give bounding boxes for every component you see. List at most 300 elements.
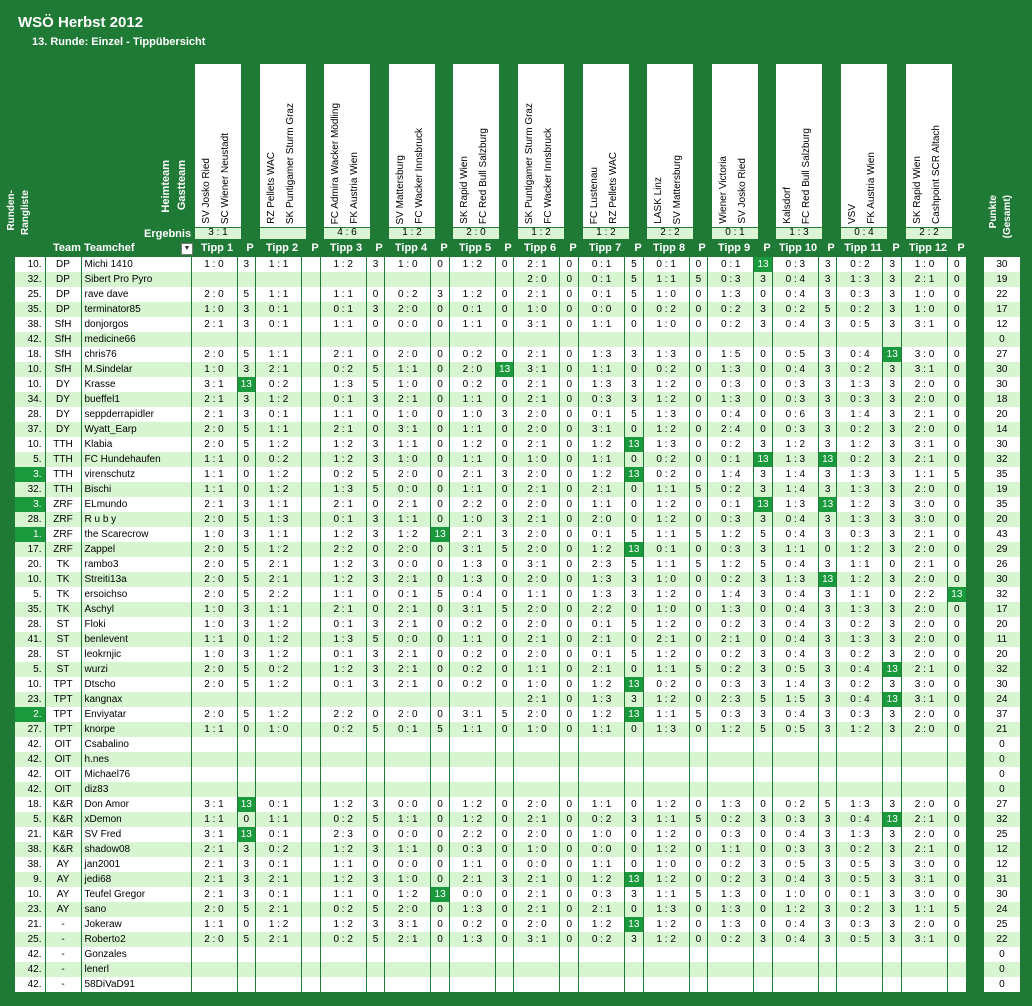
tipp-cell: 1 : 1: [449, 422, 495, 437]
points-cell: 0: [689, 467, 708, 482]
table-row: [15, 662, 1020, 677]
points-cell: [302, 977, 321, 992]
points-cell: [302, 467, 321, 482]
tipp-cell: [579, 332, 625, 347]
tipp-cell: 0 : 4: [772, 602, 818, 617]
points-cell: [302, 632, 321, 647]
tipp-cell: 0 : 2: [449, 647, 495, 662]
tipp-cell: [708, 752, 754, 767]
points-cell: [818, 767, 837, 782]
match-result: 2 : 2: [647, 228, 693, 239]
tipp-cell: 3 : 0: [902, 857, 948, 872]
tipp-cell: 1 : 3: [837, 632, 883, 647]
total-points-cell: 32: [984, 452, 1020, 467]
points-cell: [431, 947, 450, 962]
tipp-cell: [643, 947, 689, 962]
points-cell: 13: [818, 572, 837, 587]
points-cell: 5: [237, 902, 256, 917]
points-column-header: P: [634, 242, 642, 254]
tipp-cell: 1 : 2: [449, 287, 495, 302]
tipp-cell: 1 : 2: [256, 917, 302, 932]
spacer-cell: [966, 962, 984, 977]
tipp-cell: 0 : 2: [708, 872, 754, 887]
tipp-cell: 1 : 2: [708, 527, 754, 542]
points-cell: 0: [689, 602, 708, 617]
tipp-cell: 2 : 1: [579, 902, 625, 917]
points-cell: 0: [689, 302, 708, 317]
tipp-cell: 1 : 3: [320, 632, 366, 647]
tipp-cell: 2 : 0: [191, 677, 237, 692]
tipp-cell: [514, 962, 560, 977]
home-team-label: SK Rapid Wien: [459, 156, 470, 224]
filter-dropdown-icon[interactable]: ▼: [181, 243, 193, 255]
points-cell: 0: [431, 902, 450, 917]
tipp-cell: 1 : 3: [579, 572, 625, 587]
match-header-3: [324, 64, 370, 227]
tipp-cell: 2 : 1: [256, 572, 302, 587]
points-cell: 0: [689, 572, 708, 587]
points-cell: 13: [948, 587, 967, 602]
points-cell: 3: [883, 932, 902, 947]
rank-cell: 2.: [15, 707, 45, 722]
tipp-cell: 1 : 3: [837, 602, 883, 617]
tipp-cell: 2 : 1: [514, 812, 560, 827]
points-cell: [237, 332, 256, 347]
tipp-cell: 0 : 1: [320, 512, 366, 527]
rank-cell: 42.: [15, 977, 45, 992]
punkte-label-1: Punkte: [988, 195, 999, 229]
tipp-cell: 0 : 2: [772, 797, 818, 812]
match-result: 1 : 3: [776, 228, 822, 239]
tipp-cell: 1 : 2: [643, 797, 689, 812]
tipp-cell: [449, 692, 495, 707]
points-cell: [689, 962, 708, 977]
points-cell: 0: [431, 407, 450, 422]
tipp-cell: [643, 752, 689, 767]
tipp-cell: [643, 782, 689, 797]
tipp-cell: 3 : 0: [902, 887, 948, 902]
tipp-cell: 0 : 3: [837, 707, 883, 722]
tipp-cell: 2 : 0: [191, 662, 237, 677]
tipp-cell: [837, 977, 883, 992]
points-cell: 0: [625, 857, 644, 872]
points-cell: [302, 917, 321, 932]
tipp-cell: 0 : 4: [772, 827, 818, 842]
tipp-cell: [902, 752, 948, 767]
team-cell: SfH: [45, 317, 81, 332]
rank-cell: 5.: [15, 587, 45, 602]
points-cell: [302, 392, 321, 407]
points-cell: 0: [948, 347, 967, 362]
points-cell: 3: [237, 872, 256, 887]
points-column-header: P: [957, 242, 965, 254]
team-cell: DY: [45, 377, 81, 392]
team-cell: OIT: [45, 782, 81, 797]
points-cell: [883, 782, 902, 797]
tipp-cell: 0 : 4: [772, 587, 818, 602]
points-cell: 5: [495, 542, 514, 557]
tipp-cell: 0 : 5: [837, 317, 883, 332]
tipp-cell: 0 : 6: [772, 407, 818, 422]
tipp-cell: 1 : 1: [643, 812, 689, 827]
tipp-cell: [708, 737, 754, 752]
points-cell: [754, 737, 773, 752]
points-cell: 3: [883, 677, 902, 692]
tipp-cell: 0 : 5: [837, 857, 883, 872]
points-cell: 5: [495, 602, 514, 617]
table-row: [15, 947, 1020, 962]
tipp-cell: 0 : 2: [385, 287, 431, 302]
rank-cell: 23.: [15, 692, 45, 707]
teamchef-cell: Klabia: [81, 437, 191, 452]
spacer-cell: [966, 332, 984, 347]
tipp-column-header-3: Tipp 3: [329, 242, 363, 254]
tipp-cell: [579, 737, 625, 752]
points-cell: 3: [754, 812, 773, 827]
team-cell: TTH: [45, 452, 81, 467]
points-cell: [302, 827, 321, 842]
teamchef-cell: sano: [81, 902, 191, 917]
points-cell: 3: [366, 527, 385, 542]
points-cell: 3: [754, 542, 773, 557]
tipp-cell: 0 : 2: [708, 662, 754, 677]
team-cell: AY: [45, 887, 81, 902]
tipp-cell: 1 : 1: [385, 437, 431, 452]
tipp-cell: 0 : 4: [772, 287, 818, 302]
points-cell: [302, 377, 321, 392]
tipp-cell: 0 : 1: [256, 887, 302, 902]
teamchef-cell: shadow08: [81, 842, 191, 857]
points-cell: 3: [883, 602, 902, 617]
tipp-cell: 0 : 2: [837, 647, 883, 662]
tipp-cell: [385, 767, 431, 782]
points-cell: 0: [689, 437, 708, 452]
points-cell: 0: [431, 812, 450, 827]
total-points-cell: 37: [984, 707, 1020, 722]
tipp-cell: [514, 332, 560, 347]
points-cell: [948, 782, 967, 797]
team-cell: K&R: [45, 842, 81, 857]
tipp-cell: 1 : 3: [837, 512, 883, 527]
points-cell: [302, 647, 321, 662]
points-cell: 3: [883, 257, 902, 272]
away-team-label: SV Mattersburg: [672, 154, 683, 224]
rank-cell: 25.: [15, 932, 45, 947]
tipp-cell: 0 : 0: [514, 857, 560, 872]
points-cell: [883, 977, 902, 992]
tipp-cell: 2 : 0: [514, 542, 560, 557]
teamchef-cell: Don Amor: [81, 797, 191, 812]
tipp-cell: [449, 767, 495, 782]
rank-cell: 1.: [15, 527, 45, 542]
tipp-cell: 2 : 0: [902, 797, 948, 812]
tipp-cell: [708, 947, 754, 962]
total-points-cell: 12: [984, 317, 1020, 332]
points-cell: 3: [366, 842, 385, 857]
tipp-column-header-9: Tipp 9: [717, 242, 751, 254]
points-cell: [495, 737, 514, 752]
tipp-cell: 1 : 0: [191, 362, 237, 377]
points-cell: 3: [366, 917, 385, 932]
points-cell: 3: [883, 647, 902, 662]
tipp-cell: 1 : 3: [708, 392, 754, 407]
points-cell: 3: [237, 302, 256, 317]
tipp-cell: 2 : 0: [902, 482, 948, 497]
rank-cell: 28.: [15, 647, 45, 662]
tipp-cell: 1 : 1: [320, 857, 366, 872]
tipp-cell: 0 : 4: [837, 692, 883, 707]
match-header-2: [260, 64, 306, 227]
points-cell: 0: [560, 527, 579, 542]
tipp-cell: 1 : 1: [320, 317, 366, 332]
match-header-8: [647, 64, 693, 227]
points-cell: 0: [560, 302, 579, 317]
tipp-cell: 0 : 1: [837, 887, 883, 902]
tipp-cell: 1 : 2: [320, 872, 366, 887]
team-column-header: Team: [53, 242, 81, 254]
points-cell: 13: [625, 467, 644, 482]
points-cell: [302, 437, 321, 452]
tipp-cell: 0 : 3: [772, 377, 818, 392]
tipp-cell: 1 : 2: [256, 707, 302, 722]
points-column-header: P: [827, 242, 835, 254]
tipp-cell: 3 : 1: [449, 707, 495, 722]
tipp-cell: 1 : 2: [643, 587, 689, 602]
tipp-cell: 0 : 1: [449, 302, 495, 317]
points-cell: 5: [366, 722, 385, 737]
tipp-cell: 1 : 3: [449, 932, 495, 947]
total-points-cell: 30: [984, 377, 1020, 392]
tipp-cell: [708, 332, 754, 347]
total-points-cell: 11: [984, 632, 1020, 647]
tipp-cell: 1 : 1: [579, 362, 625, 377]
points-cell: 3: [818, 317, 837, 332]
tipp-cell: 1 : 1: [643, 707, 689, 722]
points-cell: [948, 737, 967, 752]
total-points-cell: 43: [984, 527, 1020, 542]
points-cell: 5: [237, 542, 256, 557]
rank-cell: 42.: [15, 737, 45, 752]
team-cell: ST: [45, 632, 81, 647]
tipp-cell: 2 : 0: [902, 632, 948, 647]
points-cell: 0: [625, 512, 644, 527]
points-cell: 0: [689, 587, 708, 602]
spacer-cell: [966, 407, 984, 422]
tipp-cell: 1 : 1: [837, 557, 883, 572]
table-row: [15, 587, 1020, 602]
points-cell: 3: [883, 362, 902, 377]
tipp-cell: 1 : 2: [385, 887, 431, 902]
table-row: [15, 752, 1020, 767]
tipp-table: [15, 257, 1021, 992]
table-row: [15, 647, 1020, 662]
points-cell: 3: [883, 617, 902, 632]
team-cell: AY: [45, 872, 81, 887]
tipp-cell: 1 : 1: [643, 662, 689, 677]
points-cell: [302, 527, 321, 542]
tipp-cell: 3 : 0: [902, 347, 948, 362]
points-cell: 3: [366, 572, 385, 587]
spacer-cell: [966, 977, 984, 992]
tipp-cell: [256, 752, 302, 767]
points-cell: [431, 752, 450, 767]
points-cell: 3: [818, 647, 837, 662]
points-cell: [883, 737, 902, 752]
team-cell: TK: [45, 557, 81, 572]
points-cell: [237, 782, 256, 797]
tipp-cell: [320, 332, 366, 347]
match-result: 4 : 6: [324, 228, 370, 239]
tipp-cell: 1 : 3: [643, 902, 689, 917]
points-cell: 0: [366, 422, 385, 437]
points-cell: 0: [948, 857, 967, 872]
team-cell: -: [45, 962, 81, 977]
rank-cell: 21.: [15, 917, 45, 932]
tipp-cell: 0 : 1: [320, 617, 366, 632]
home-team-label: SK Rapid Wien: [912, 156, 923, 224]
tipp-cell: 0 : 2: [837, 452, 883, 467]
tipp-cell: [579, 962, 625, 977]
table-row: [15, 272, 1020, 287]
points-cell: 0: [495, 677, 514, 692]
points-cell: 0: [366, 602, 385, 617]
teamchef-cell: 58DiVaD91: [81, 977, 191, 992]
points-cell: [560, 752, 579, 767]
tipp-cell: 1 : 1: [385, 812, 431, 827]
tipp-cell: 0 : 3: [449, 842, 495, 857]
team-cell: -: [45, 917, 81, 932]
points-cell: 5: [237, 662, 256, 677]
team-cell: ST: [45, 662, 81, 677]
points-cell: 0: [431, 257, 450, 272]
points-cell: [302, 542, 321, 557]
points-cell: 0: [431, 572, 450, 587]
points-cell: 3: [366, 872, 385, 887]
points-cell: 3: [883, 842, 902, 857]
points-cell: [754, 767, 773, 782]
total-points-cell: 30: [984, 437, 1020, 452]
points-cell: 0: [431, 797, 450, 812]
points-column-header: P: [246, 242, 254, 254]
points-cell: 3: [818, 932, 837, 947]
home-team-label: FC Lustenau: [589, 166, 600, 224]
spacer-cell: [966, 797, 984, 812]
tipp-cell: 1 : 3: [708, 902, 754, 917]
points-cell: 13: [883, 692, 902, 707]
tipp-cell: 0 : 4: [708, 407, 754, 422]
rank-cell: 41.: [15, 632, 45, 647]
spacer-cell: [966, 542, 984, 557]
points-cell: 3: [883, 527, 902, 542]
tipp-cell: 1 : 3: [643, 437, 689, 452]
tipp-cell: [191, 272, 237, 287]
rank-cell: 32.: [15, 482, 45, 497]
tipp-cell: [902, 767, 948, 782]
tipp-cell: 1 : 4: [837, 407, 883, 422]
tipp-cell: 1 : 2: [579, 872, 625, 887]
points-cell: 3: [237, 887, 256, 902]
tipp-cell: 0 : 1: [256, 797, 302, 812]
teamchef-cell: FC Hundehaufen: [81, 452, 191, 467]
team-cell: TK: [45, 587, 81, 602]
tipp-cell: 2 : 2: [320, 542, 366, 557]
points-cell: 0: [689, 362, 708, 377]
tipp-cell: 1 : 4: [772, 677, 818, 692]
tipp-cell: 3 : 0: [902, 677, 948, 692]
total-points-cell: 18: [984, 392, 1020, 407]
total-points-cell: 12: [984, 857, 1020, 872]
teamchef-cell: jedi68: [81, 872, 191, 887]
total-points-cell: 19: [984, 482, 1020, 497]
rank-cell: 42.: [15, 782, 45, 797]
points-cell: 0: [366, 407, 385, 422]
tipp-cell: 1 : 2: [579, 677, 625, 692]
points-cell: [495, 272, 514, 287]
points-cell: 0: [754, 422, 773, 437]
tipp-cell: 2 : 1: [514, 347, 560, 362]
points-cell: 0: [560, 257, 579, 272]
points-cell: 0: [948, 527, 967, 542]
points-cell: 3: [818, 662, 837, 677]
points-cell: [237, 752, 256, 767]
points-cell: 0: [625, 452, 644, 467]
tipp-cell: 2 : 0: [514, 572, 560, 587]
table-row: [15, 722, 1020, 737]
points-cell: 0: [883, 557, 902, 572]
tipp-cell: 0 : 2: [256, 662, 302, 677]
points-cell: [302, 902, 321, 917]
teamchef-cell: Krasse: [81, 377, 191, 392]
points-cell: 3: [818, 527, 837, 542]
match-header-4: [389, 64, 435, 227]
points-cell: 0: [948, 452, 967, 467]
tipp-cell: 2 : 0: [191, 932, 237, 947]
rank-cell: 20.: [15, 557, 45, 572]
points-cell: 0: [495, 422, 514, 437]
match-result: 3 : 1: [195, 228, 241, 239]
points-cell: 3: [818, 677, 837, 692]
tipp-cell: 1 : 1: [449, 857, 495, 872]
points-cell: [302, 272, 321, 287]
table-row: [15, 542, 1020, 557]
rank-cell: 27.: [15, 722, 45, 737]
tipp-cell: 2 : 0: [902, 647, 948, 662]
total-points-cell: 20: [984, 647, 1020, 662]
points-cell: 3: [237, 407, 256, 422]
tipp-cell: 1 : 3: [579, 347, 625, 362]
points-cell: 3: [818, 827, 837, 842]
tipp-cell: 2 : 1: [514, 872, 560, 887]
points-cell: 3: [818, 632, 837, 647]
points-cell: 0: [689, 932, 708, 947]
tipp-cell: 2 : 0: [902, 707, 948, 722]
points-cell: 0: [366, 497, 385, 512]
spacer-cell: [966, 677, 984, 692]
points-cell: 0: [366, 317, 385, 332]
tipp-cell: 0 : 2: [837, 677, 883, 692]
spacer-cell: [966, 692, 984, 707]
points-cell: 13: [495, 362, 514, 377]
points-cell: 0: [431, 467, 450, 482]
points-cell: [625, 977, 644, 992]
spacer-cell: [966, 947, 984, 962]
points-cell: [366, 332, 385, 347]
tipp-cell: [320, 947, 366, 962]
tipp-cell: [772, 947, 818, 962]
points-cell: 3: [754, 857, 773, 872]
tipp-cell: [708, 782, 754, 797]
tipp-cell: [837, 332, 883, 347]
